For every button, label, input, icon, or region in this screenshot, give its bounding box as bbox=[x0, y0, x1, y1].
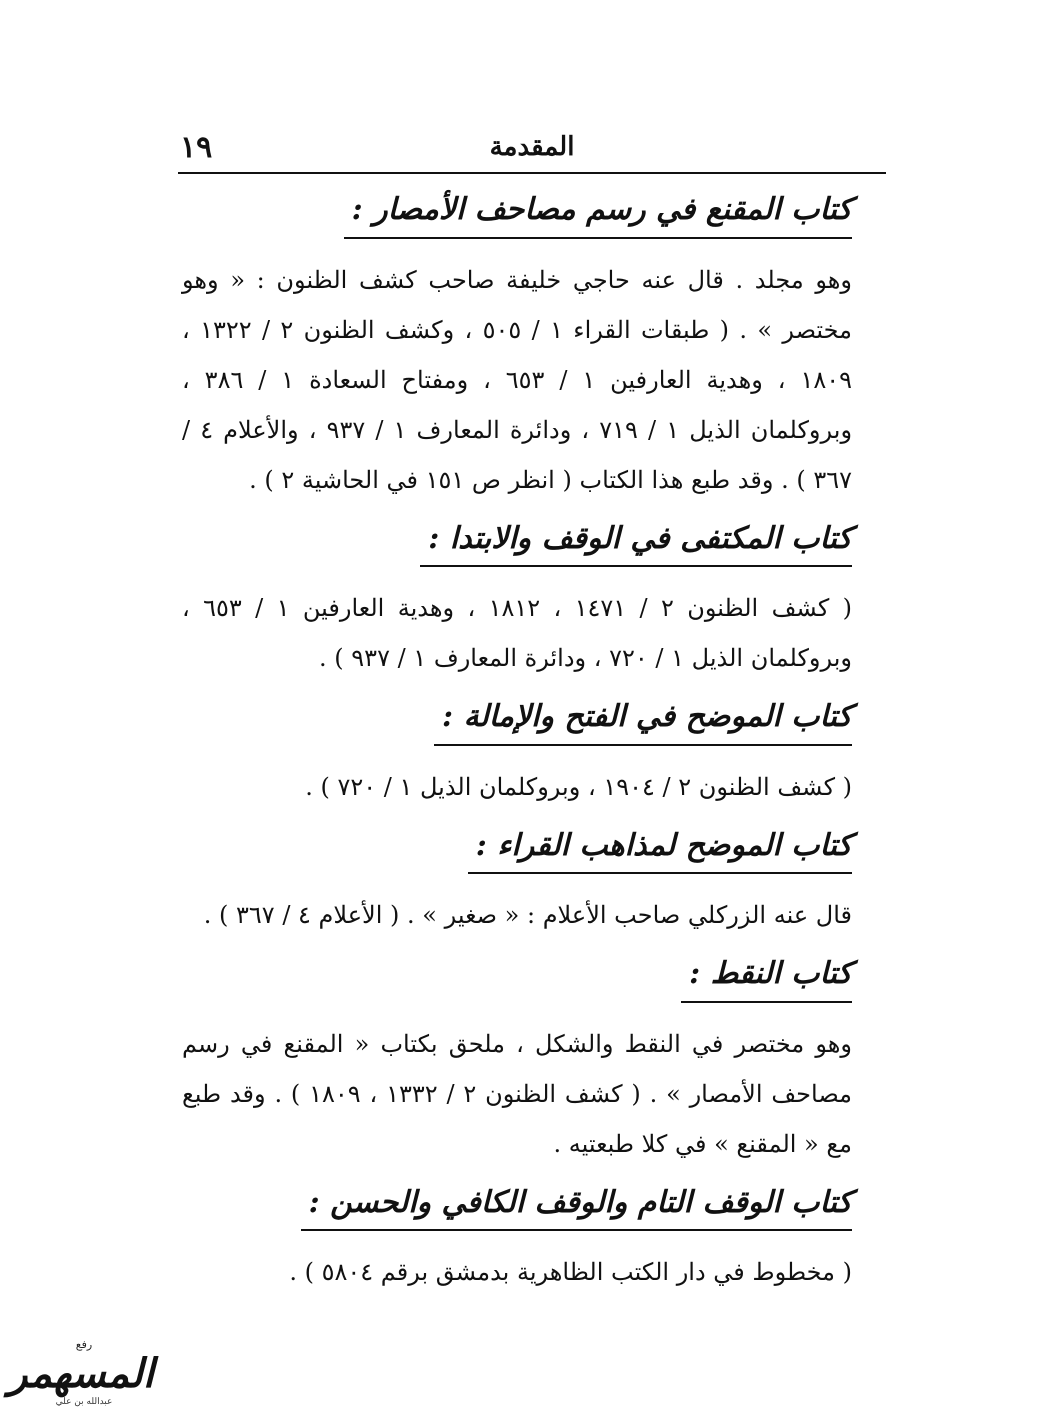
section-mudih-fath bbox=[182, 697, 852, 812]
section-naqt bbox=[182, 954, 852, 1169]
section-heading: كتاب الوقف التام والوقف الكافي والحسن : bbox=[182, 1183, 852, 1232]
section-heading: كتاب الموضح في الفتح والإمالة : bbox=[182, 697, 852, 746]
stamp-script-text: المسهمر bbox=[8, 1350, 154, 1397]
section-heading: كتاب الموضح لمذاهب القراء : bbox=[182, 826, 852, 875]
section-mudih-madhahib bbox=[182, 826, 852, 941]
section-heading: كتاب النقط : bbox=[182, 954, 852, 1003]
stamp-sub-text: عبدالله بن علي bbox=[55, 1397, 113, 1407]
section-body: ( مخطوط في دار الكتب الظاهرية بدمشق برقم ٥٨٠٤ ) . bbox=[289, 1258, 852, 1286]
section-body: ( كشف الظنون ٢ / ١٤٧١ ، ١٨١٢ ، وهدية العارفين ١ / ٦٥٣ ، وبروكلمان الذيل ١ / ٧٢٠ ، ودائرة المعارف ١ / ٩٣٧ ) . bbox=[182, 594, 852, 672]
section-muktafa bbox=[182, 519, 852, 684]
section-heading: كتاب المقنع في رسم مصاحف الأمصار : bbox=[182, 190, 852, 239]
page-content bbox=[182, 190, 852, 1311]
section-muqni bbox=[182, 190, 852, 505]
page-header bbox=[178, 128, 886, 174]
stamp-top-text: رفع bbox=[75, 1338, 93, 1351]
section-body: وهو مجلد . قال عنه حاجي خليفة صاحب كشف الظنون : « وهو مختصر » . ( طبقات القراء ١ / ٥٠٥ ، وكشف الظنون ٢ / ١٣٢٢ ، ١٨٠٩ ، وهدية العارفين ١ / ٦٥٣ ، ومفتاح السعادة ١ / ٣٨٦ ، وبروكلمان الذيل ١ / ٧١٩ ، ودائرة المعارف ١ / ٩٣٧ ، والأعلام ٤ / ٣٦٧ ) . وقد طبع هذا الكتاب ( انظر ص ١٥١ في الحاشية ٢ ) . bbox=[182, 265, 853, 494]
section-body: قال عنه الزركلي صاحب الأعلام : « صغير » . ( الأعلام ٤ / ٣٦٧ ) . bbox=[203, 901, 852, 929]
page-number: ١٩ bbox=[180, 130, 213, 165]
section-body: ( كشف الظنون ٢ / ١٩٠٤ ، وبروكلمان الذيل ١ / ٧٢٠ ) . bbox=[305, 772, 852, 801]
section-waqf bbox=[182, 1183, 852, 1298]
library-stamp-logo bbox=[8, 1338, 154, 1418]
section-body: وهو مختصر في النقط والشكل ، ملحق بكتاب « المقنع في رسم مصاحف الأمصار » . ( كشف الظنون ٢ / ١٣٣٢ ، ١٨٠٩ ) . وقد طبع مع « المقنع » في كلا طبعتيه . bbox=[182, 1029, 853, 1158]
section-heading: كتاب المكتفى في الوقف والابتدا : bbox=[182, 519, 852, 568]
running-title: المقدمة bbox=[489, 132, 575, 162]
